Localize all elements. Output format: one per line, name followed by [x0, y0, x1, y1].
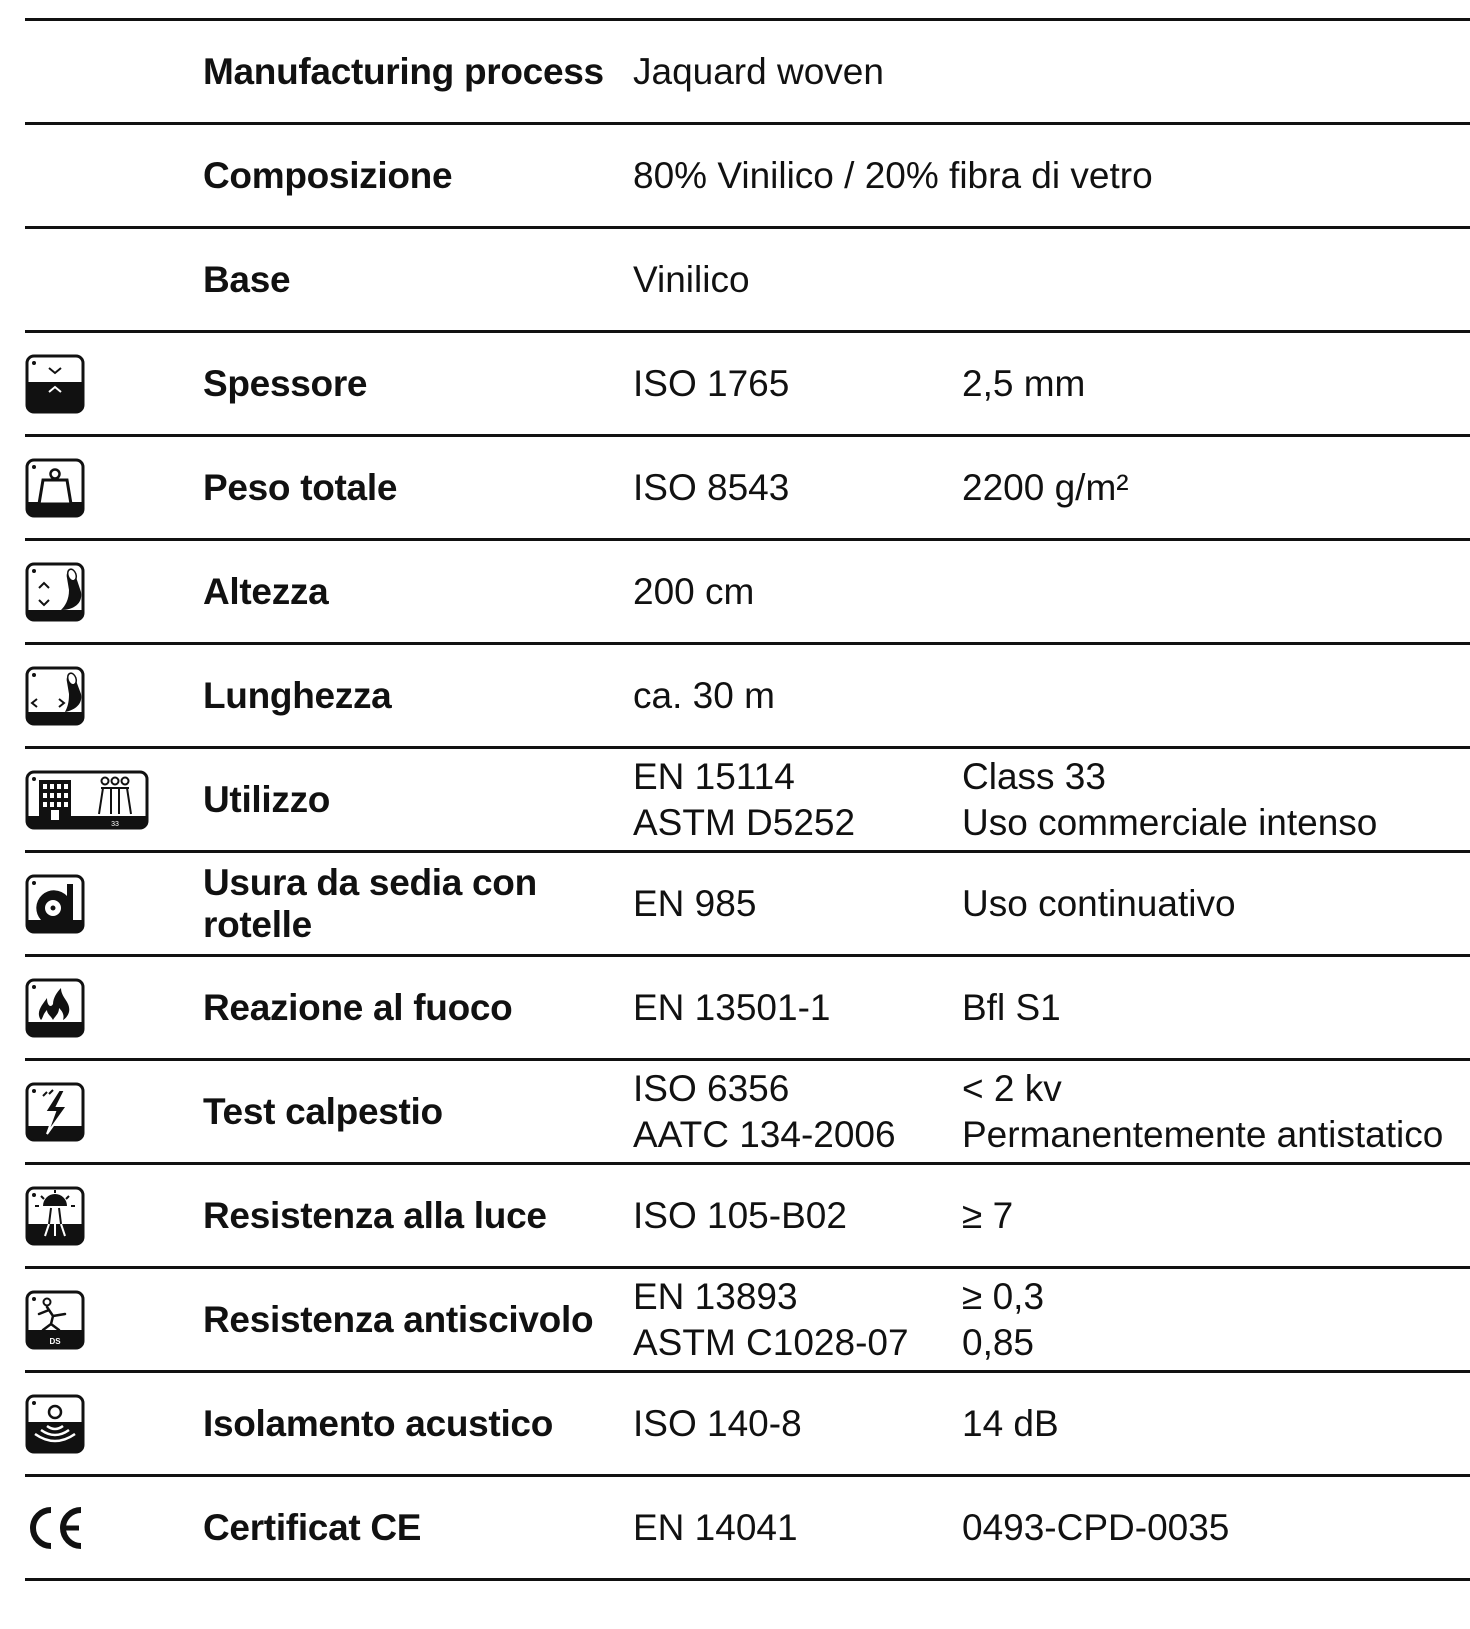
spec-row-usura-sedia [25, 853, 1470, 957]
spec-row-reazione-fuoco [25, 957, 1470, 1061]
spec-label: Resistenza antiscivolo [203, 1298, 594, 1340]
spec-value-line: ≥ 0,3 [962, 1275, 1045, 1317]
spec-value-line: Permanentemente antistatico [962, 1113, 1444, 1155]
spec-row-isolamento-acustico [25, 1373, 1470, 1477]
spec-value-line: Uso continuativo [962, 882, 1236, 924]
spec-value-line: EN 985 [633, 882, 757, 924]
spec-standard [633, 1193, 847, 1239]
spec-value-line: ISO 140-8 [633, 1402, 802, 1444]
spec-value-line: 80% Vinilico / 20% fibra di vetro [633, 154, 1153, 196]
spec-row-lunghezza [25, 645, 1470, 749]
spec-row-composizione [25, 125, 1470, 229]
fire-icon [25, 978, 85, 1038]
spec-result [962, 1401, 1059, 1447]
spec-value [633, 49, 884, 95]
spec-value-line: EN 14041 [633, 1506, 798, 1548]
spec-value-line: EN 15114 [633, 755, 795, 797]
spec-label: Manufacturing process [203, 50, 604, 92]
spec-result [962, 361, 1085, 407]
spec-value-line: 200 cm [633, 570, 755, 612]
ce-mark-icon [25, 1498, 85, 1558]
spec-label: Spessore [203, 362, 368, 404]
spec-result [962, 465, 1129, 511]
spec-value-line: Vinilico [633, 258, 750, 300]
spec-result [962, 985, 1061, 1031]
usage-class-icon-label: 33 [111, 820, 119, 828]
roll-length-icon [25, 666, 85, 726]
spec-value-line: AATC 134-2006 [633, 1113, 896, 1155]
spec-standard [633, 985, 830, 1031]
spec-standard [633, 1274, 909, 1366]
spec-result [962, 1274, 1044, 1366]
spec-value-line: ca. 30 m [633, 674, 775, 716]
spec-value-line: 2,5 mm [962, 362, 1086, 404]
spec-result [962, 881, 1236, 927]
spec-value-line: ASTM C1028-07 [633, 1321, 909, 1363]
spec-standard [633, 881, 756, 927]
spec-result [962, 754, 1377, 846]
usage-class-icon [25, 770, 149, 830]
antistatic-icon [25, 1082, 85, 1142]
spec-label: Usura da sedia con rotelle [203, 861, 537, 945]
spec-row-certificat-ce [25, 1477, 1470, 1581]
spec-label: Isolamento acustico [203, 1402, 554, 1444]
spec-value-line: Uso commerciale intenso [962, 801, 1378, 843]
spec-value-line: Class 33 [962, 755, 1106, 797]
spec-standard [633, 465, 789, 511]
spec-value [633, 569, 754, 615]
spec-sheet [25, 18, 1470, 1581]
spec-value-line: < 2 kv [962, 1067, 1062, 1109]
spec-label: Base [203, 258, 291, 300]
light-fastness-icon [25, 1186, 85, 1246]
spec-row-manufacturing-process [25, 21, 1470, 125]
weight-icon [25, 458, 85, 518]
spec-value-line: ISO 105-B02 [633, 1194, 847, 1236]
spec-standard [633, 1505, 798, 1551]
spec-row-spessore [25, 333, 1470, 437]
spec-label: Test calpestio [203, 1090, 443, 1132]
spec-standard [633, 754, 855, 846]
spec-row-test-calpestio [25, 1061, 1470, 1165]
thickness-icon [25, 354, 85, 414]
spec-value-line: ISO 8543 [633, 466, 790, 508]
spec-value-line: Jaquard woven [633, 50, 884, 92]
spec-value [633, 153, 1153, 199]
spec-value-line: ASTM D5252 [633, 801, 856, 843]
spec-row-base [25, 229, 1470, 333]
spec-row-resistenza-luce [25, 1165, 1470, 1269]
castor-chair-icon [25, 874, 85, 934]
spec-result [962, 1193, 1013, 1239]
spec-standard [633, 1066, 896, 1158]
spec-value-line: 2200 g/m² [962, 466, 1129, 508]
spec-label: Utilizzo [203, 778, 331, 820]
spec-value-line: ISO 1765 [633, 362, 790, 404]
spec-label: Reazione al fuoco [203, 986, 513, 1028]
spec-value-line: 14 dB [962, 1402, 1059, 1444]
spec-value-line: 0493-CPD-0035 [962, 1506, 1230, 1548]
spec-row-altezza [25, 541, 1470, 645]
spec-value-line: ISO 6356 [633, 1067, 790, 1109]
spec-label: Altezza [203, 570, 329, 612]
spec-value-line: EN 13893 [633, 1275, 798, 1317]
spec-value [633, 673, 775, 719]
spec-value [633, 257, 750, 303]
spec-result [962, 1066, 1443, 1158]
slip-resistance-icon-label: DS [49, 1336, 61, 1346]
acoustic-icon [25, 1394, 85, 1454]
spec-label: Lunghezza [203, 674, 392, 716]
spec-value-line: ≥ 7 [962, 1194, 1014, 1236]
roll-height-icon [25, 562, 85, 622]
spec-row-resistenza-antiscivolo [25, 1269, 1470, 1373]
spec-result [962, 1505, 1229, 1551]
spec-value-line: EN 13501-1 [633, 986, 831, 1028]
spec-label: Certificat CE [203, 1506, 422, 1548]
spec-row-utilizzo [25, 749, 1470, 853]
spec-value-line: Bfl S1 [962, 986, 1061, 1028]
spec-standard [633, 1401, 802, 1447]
spec-label: Peso totale [203, 466, 398, 508]
spec-label: Resistenza alla luce [203, 1194, 547, 1236]
spec-standard [633, 361, 789, 407]
spec-row-peso-totale [25, 437, 1470, 541]
spec-value-line: 0,85 [962, 1321, 1035, 1363]
spec-label: Composizione [203, 154, 453, 196]
slip-resistance-icon [25, 1290, 85, 1350]
